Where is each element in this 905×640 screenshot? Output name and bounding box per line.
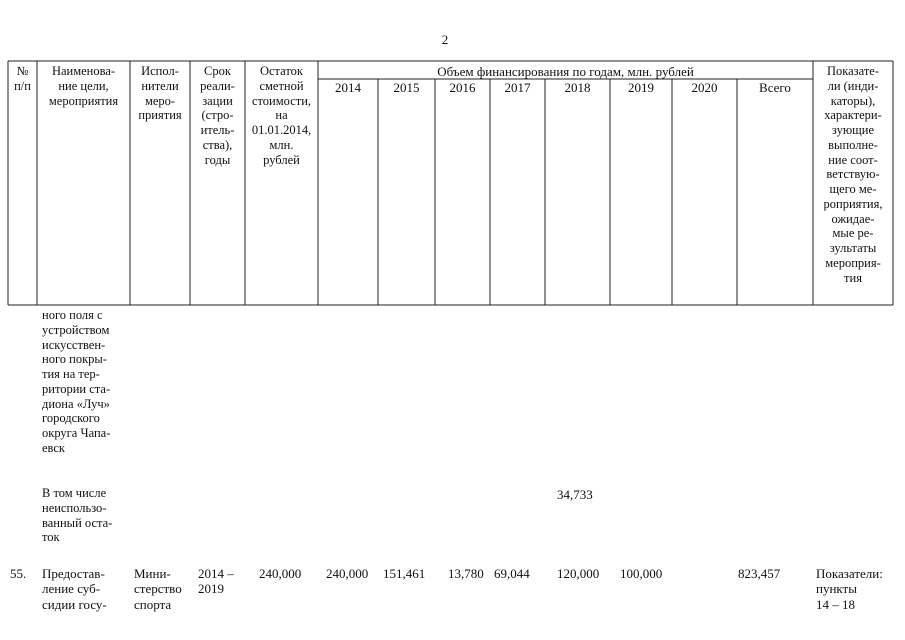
header-year-2019: 2019 xyxy=(628,80,654,95)
header-year-2018: 2018 xyxy=(564,80,591,95)
row-55-2016: 13,780 xyxy=(448,566,484,581)
row-55-2019: 100,000 xyxy=(620,566,663,581)
row-55-2017: 69,044 xyxy=(494,566,530,581)
header-executors: Испол- нители меро- приятия xyxy=(138,64,182,123)
row-55-2018: 120,000 xyxy=(557,566,600,581)
page-number: 2 xyxy=(441,32,449,47)
header-funding-title: Объем финансирования по годам, млн. рублей xyxy=(437,64,694,79)
row-55-total: 823,457 xyxy=(738,566,781,581)
header-year-2015: 2015 xyxy=(393,80,420,95)
header-year-2020: 2020 xyxy=(691,80,718,95)
row-55-number: 55. xyxy=(10,566,27,581)
row-55-2014: 240,000 xyxy=(326,566,369,581)
row-55-indicators: Показатели: пункты 14 – 18 xyxy=(816,566,883,612)
header-year-2017: 2017 xyxy=(504,80,531,95)
header-year-2014: 2014 xyxy=(335,80,361,95)
row-55-name: Предостав- ление суб- сидии госу- xyxy=(42,566,107,612)
header-year-2016: 2016 xyxy=(449,80,476,95)
row-55-balance: 240,000 xyxy=(259,566,302,581)
header-indicators: Показате- ли (инди- каторы), характери- зующие выполне- ние соот- ветствую- щего ме- роприятия, ожидае- мые ре- зультаты мероприя- тия xyxy=(823,64,883,285)
header-number: № п/п xyxy=(14,64,31,93)
header-period: Срок реали- зации (стро- итель- ства), годы xyxy=(200,64,235,167)
header-name: Наименова- ние цели, мероприятия xyxy=(48,64,119,108)
row-unused-balance-2018: 34,733 xyxy=(557,487,593,502)
row-continued-name: ного поля с устройством искусствен- ного покры- тия на тер- ритории ста- диона «Луч» городского округа Чапа- евск xyxy=(42,308,111,455)
row-55-2015: 151,461 xyxy=(383,566,426,581)
header-balance: Остаток сметной стоимости, на 01.01.2014, млн. рублей xyxy=(251,64,312,167)
row-55-executor: Мини- стерство спорта xyxy=(134,566,182,612)
header-total: Всего xyxy=(759,80,791,95)
row-unused-balance-name: В том числе неиспользо- ванный оста- ток xyxy=(42,486,113,545)
row-55-period: 2014 – 2019 xyxy=(198,566,234,597)
